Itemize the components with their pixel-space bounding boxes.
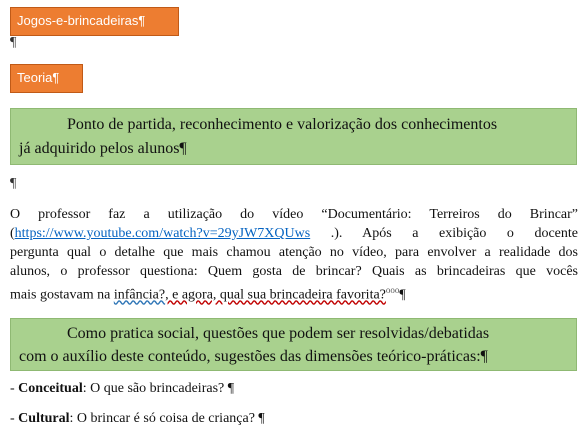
paragraph-line	[10, 224, 578, 243]
label-theory: Teoria¶	[10, 64, 83, 93]
paragraph-text: infância?	[113, 287, 166, 303]
section-heading-line: já adquirido pelos alunos¶	[19, 140, 187, 157]
section-heading-line: Ponto de partida, reconhecimento e valorização dos conhecimentos	[67, 116, 498, 133]
list-item	[10, 381, 234, 397]
list-bullet: -	[10, 381, 19, 396]
section-heading-line: Como pratica social, questões que podem ser resolvidas/debatidas	[67, 325, 490, 342]
paragraph-mark: ¶	[10, 176, 17, 191]
paragraph-text: mais gostavam na	[10, 287, 114, 303]
paragraph-mark: ¶	[10, 35, 17, 50]
section-heading-social-practice	[10, 318, 577, 371]
paragraph-line	[10, 281, 406, 305]
list-item	[10, 411, 265, 427]
paragraph-text: , e agora, qual sua brincadeira favorita?	[165, 287, 386, 303]
paragraph-text: .). Após a exibição o docente	[310, 226, 578, 241]
paragraph-line: O professor faz a utilização do vídeo “Documentário: Terreiros do Brincar”	[10, 207, 578, 222]
list-text: : O brincar é só coisa de criança? ¶	[69, 411, 265, 426]
section-heading-starting-point	[10, 108, 577, 165]
section-heading-line: com o auxílio deste conteúdo, sugestões das dimensões teórico-práticas:¶	[19, 348, 488, 365]
paragraph-line: pergunta qual o detalhe que mais chamou atenção no vídeo, para envolver a realidade dos	[10, 245, 578, 260]
paragraph-text: (	[10, 226, 15, 241]
body-paragraph	[10, 205, 578, 301]
label-games: Jogos-e-brincadeiras¶	[10, 7, 179, 36]
video-link[interactable]: https://www.youtube.com/watch?v=29yJW7XQUws	[14, 226, 311, 241]
paragraph-text: ¶	[399, 287, 406, 303]
list-text: : O que são brincadeiras? ¶	[82, 381, 235, 396]
list-term: Cultural	[18, 411, 70, 426]
list-term: Conceitual	[18, 381, 83, 396]
list-bullet: -	[10, 411, 19, 426]
paragraph-line: alunos, o professor questiona: Quem gosta de brincar? Quais as brincadeiras que vocês	[10, 264, 578, 279]
comment-mark: ooo	[385, 285, 400, 295]
